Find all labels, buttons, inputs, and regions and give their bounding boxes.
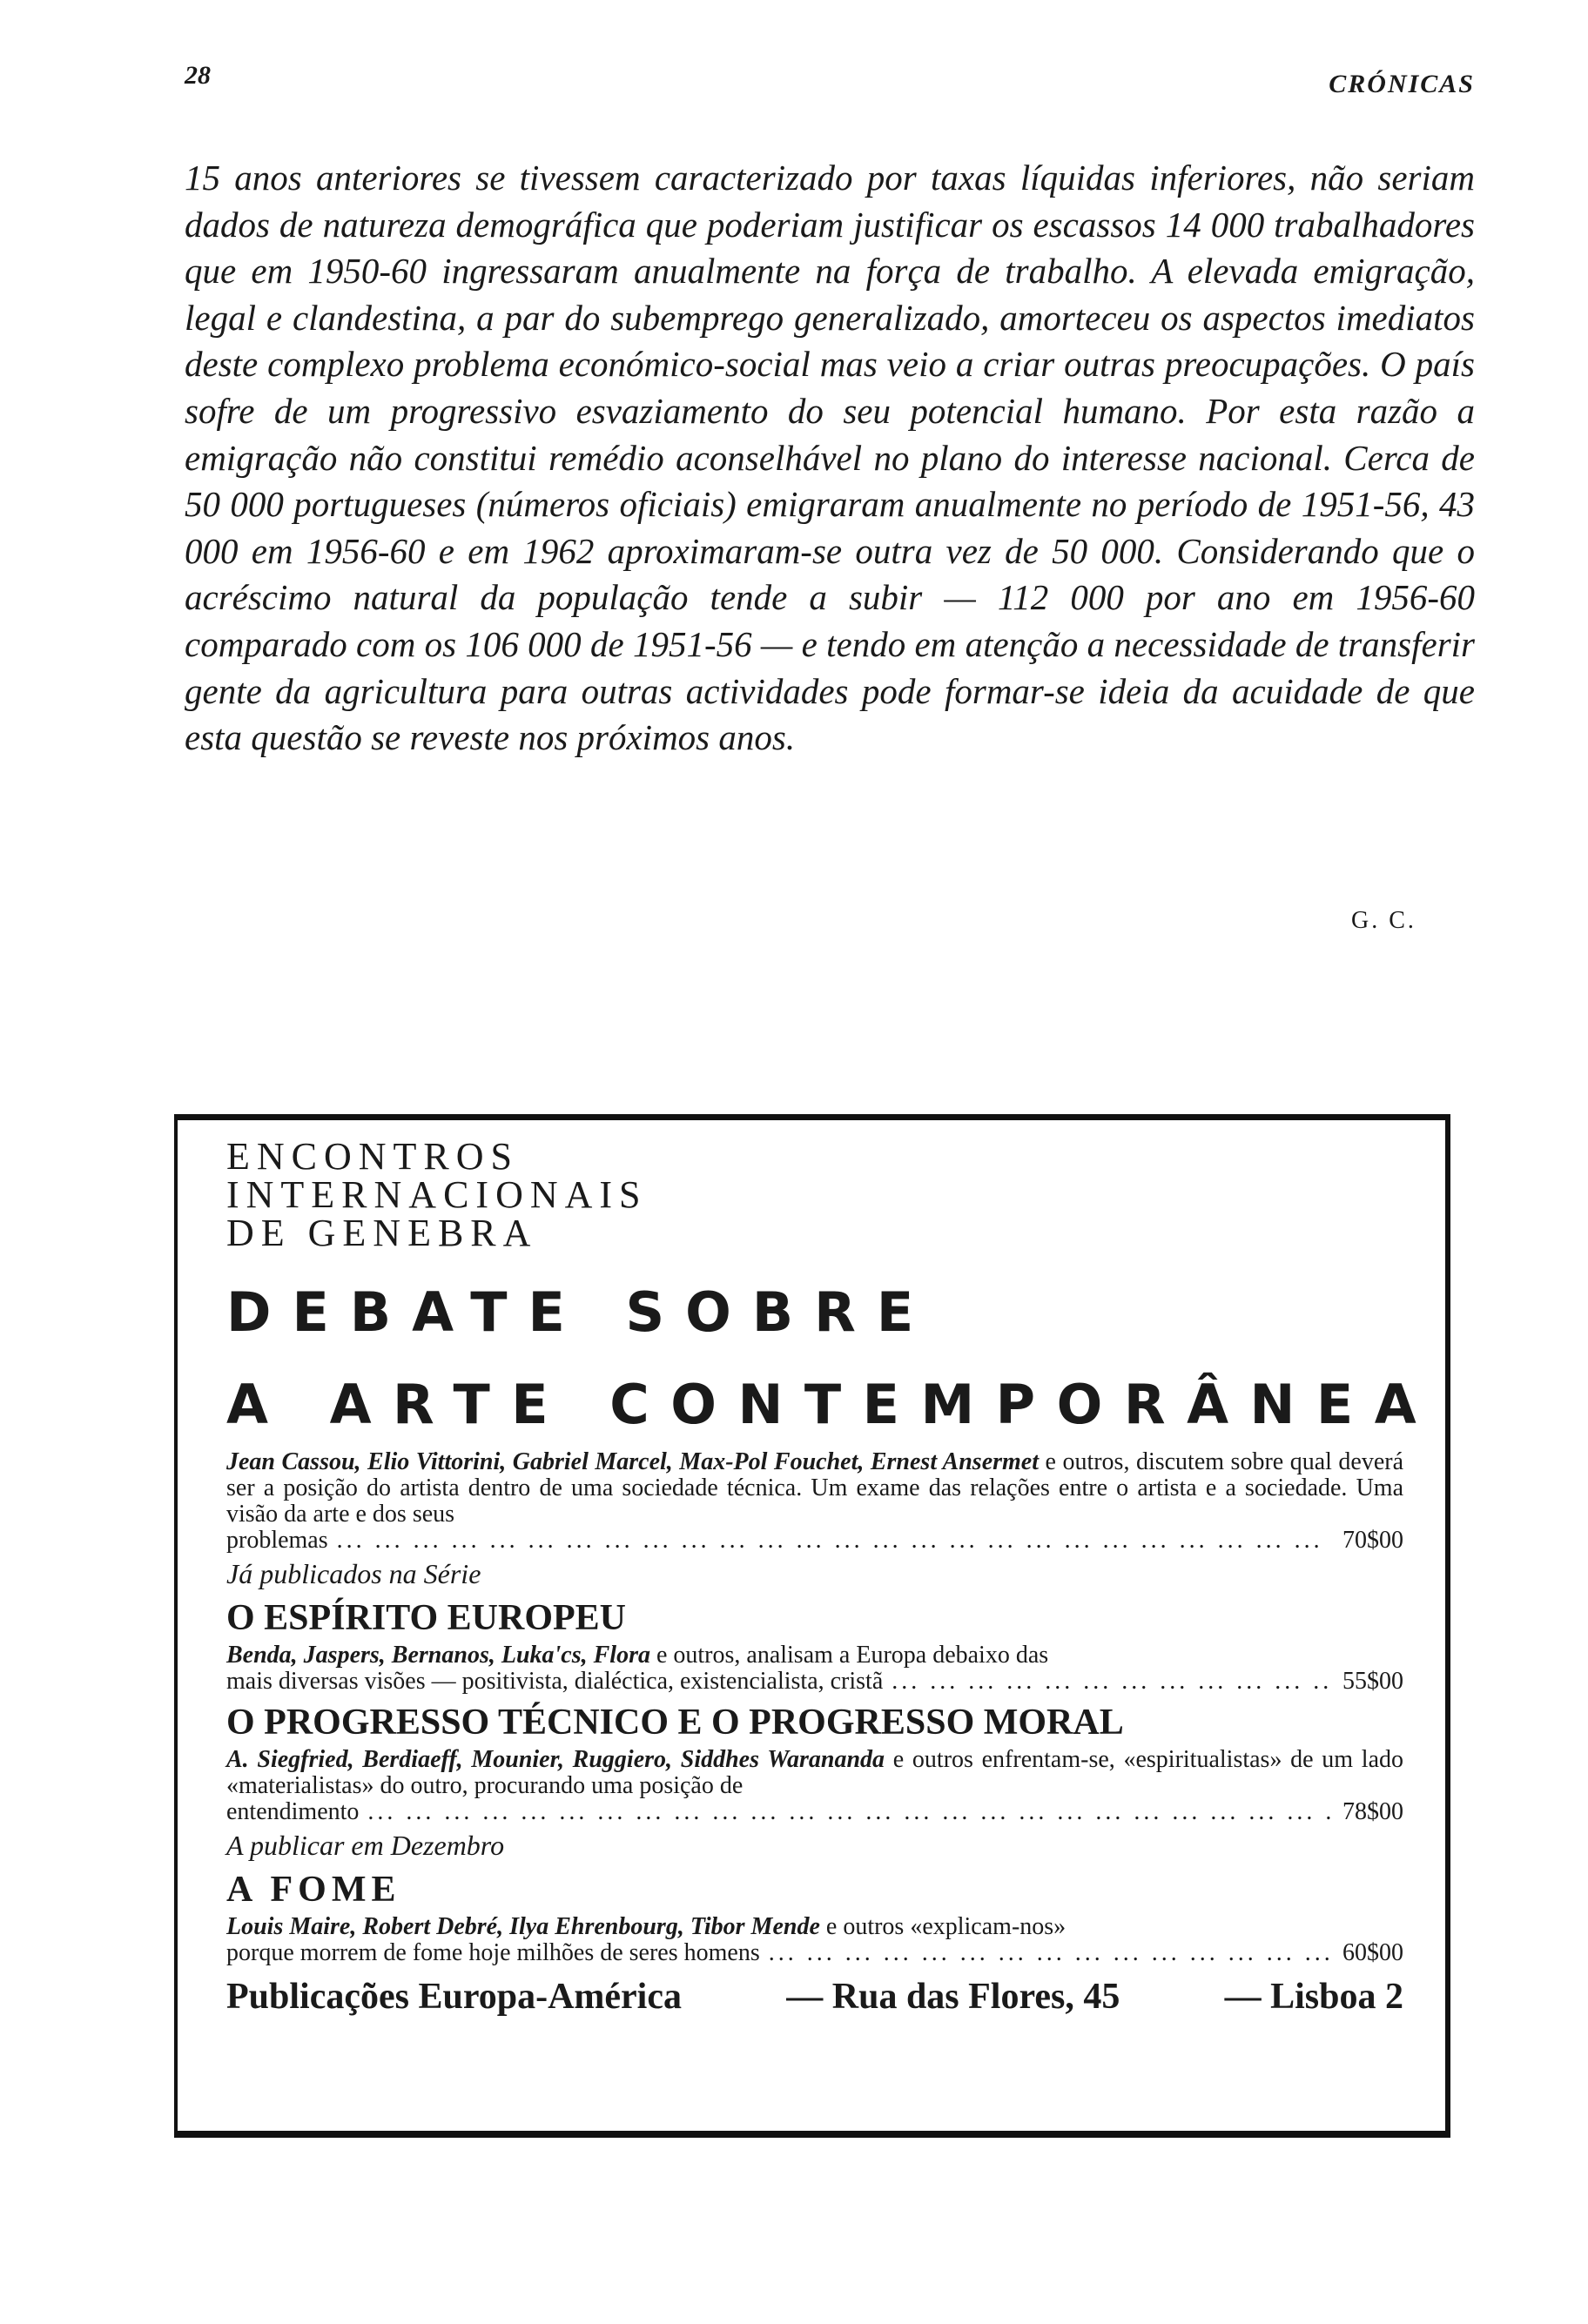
main-book-last-line: problemas [226,1527,328,1554]
page-number: 28 [185,61,211,90]
book-price-line [226,1940,1403,1966]
article-paragraph: 15 anos anteriores se tivessem caracterizado por taxas líquidas inferiores, não seriam dados de natureza demográfica que poderiam justificar os escassos 14 000 trabalhadores que em 1950-60 ingressaram anualmente na força de trabalho. A elevada emigração, legal e clandestina, a par do subemprego generalizado, amorteceu os aspectos imediatos deste complexo problema económico-social mas veio a criar outras preocupações. O país sofre de um progressivo esvaziamento do seu potencial humano. Por esta razão a emigração não constitui remédio aconselhável no plano do interesse nacional. Cerca de 50 000 portugueses (números oficiais) emigraram anualmente no período de 1951-56, 43 000 em 1956-60 e em 1962 aproximaram-se outra vez de 50 000. Considerando que o acréscimo natural da população tende a subir — 112 000 por ano em 1956-60 comparado com os 106 000 de 1951-56 — e tendo em atenção a necessidade de transferir gente da agricultura para outras actividades pode formar-se ideia da acuidade de que esta questão se reveste nos próximos anos. [185,158,1475,758]
book-description [226,1642,1403,1669]
main-book-description [226,1449,1403,1528]
series-title-line: INTERNACIONAIS [226,1173,648,1216]
publisher-name: Publicações Europa-América [226,1977,682,2017]
book-last-line: entendimento [226,1798,360,1825]
dot-leader [337,1528,1334,1554]
series-title-line: DE GENEBRA [226,1212,538,1254]
series-title [226,1135,1403,1254]
running-head: CRÓNICAS [1329,70,1475,98]
dot-leader [892,1669,1334,1695]
published-note: Já publicados na Série [226,1558,481,1589]
main-book-summary: e outros, discutem sobre qual deverá ser a posição do artista dentro de uma sociedade técnica. Um exame das relações entre o artista e a sociedade. Uma visão da arte e dos seus [226,1448,1404,1528]
book-description [226,1747,1403,1799]
book-price: 78$00 [1342,1798,1403,1825]
book-price: 55$00 [1342,1668,1403,1695]
publisher-street: — Rua das Flores, 45 [786,1977,1120,2017]
series-title-line: ENCONTROS [226,1135,520,1178]
main-book-price-line [226,1528,1403,1554]
book-last-line: mais diversas visões — positivista, dialéctica, existencialista, cristã [226,1668,884,1695]
book-price: 60$00 [1342,1939,1403,1966]
author-signature: G. C. [1351,907,1416,934]
book-title-a-fome: A FOME [226,1870,401,1910]
book-authors: A. Siegfried, Berdiaeff, Mounier, Ruggiero, Siddhes Warananda [226,1746,885,1773]
book-authors: Benda, Jaspers, Bernanos, Luka'cs, Flora [226,1642,650,1669]
advertisement-content [226,1135,1438,2018]
book-title-espirito-europeu: O ESPÍRITO EUROPEU [226,1598,626,1638]
main-book-authors: Jean Cassou, Elio Vittorini, Gabriel Marcel, Max-Pol Fouchet, Ernest Ansermet [226,1448,1040,1475]
dot-leader [769,1940,1334,1966]
main-book-price: 70$00 [1342,1527,1403,1554]
publisher-city: — Lisboa 2 [1224,1977,1403,2017]
book-price-line [226,1799,1403,1825]
dot-leader [367,1799,1334,1825]
book-summary: e outros enfrentam-se, «espiritualistas» de um lado «materialistas» do outro, procurando uma posição de [226,1746,1403,1799]
book-summary: e outros, analisam a Europa debaixo das [649,1642,1049,1669]
book-authors: Louis Maire, Robert Debré, Ilya Ehrenbourg, Tibor Mende [226,1913,820,1940]
book-summary: e outros «explicam-nos» [819,1913,1067,1940]
book-description [226,1914,1403,1940]
headline-debate: DEBATE SOBRE [226,1280,935,1344]
book-price-line [226,1669,1403,1695]
headline-contemporary-art: A ARTE CONTEMPORÂNEA [226,1373,1438,1436]
book-last-line: porque morrem de fome hoje milhões de seres homens [226,1939,760,1966]
book-advertisement [174,1114,1450,2138]
publisher-footer [226,1975,1403,2018]
book-title-progresso: O PROGRESSO TÉCNICO E O PROGRESSO MORAL [226,1703,1124,1743]
upcoming-note: A publicar em Dezembro [226,1830,505,1861]
